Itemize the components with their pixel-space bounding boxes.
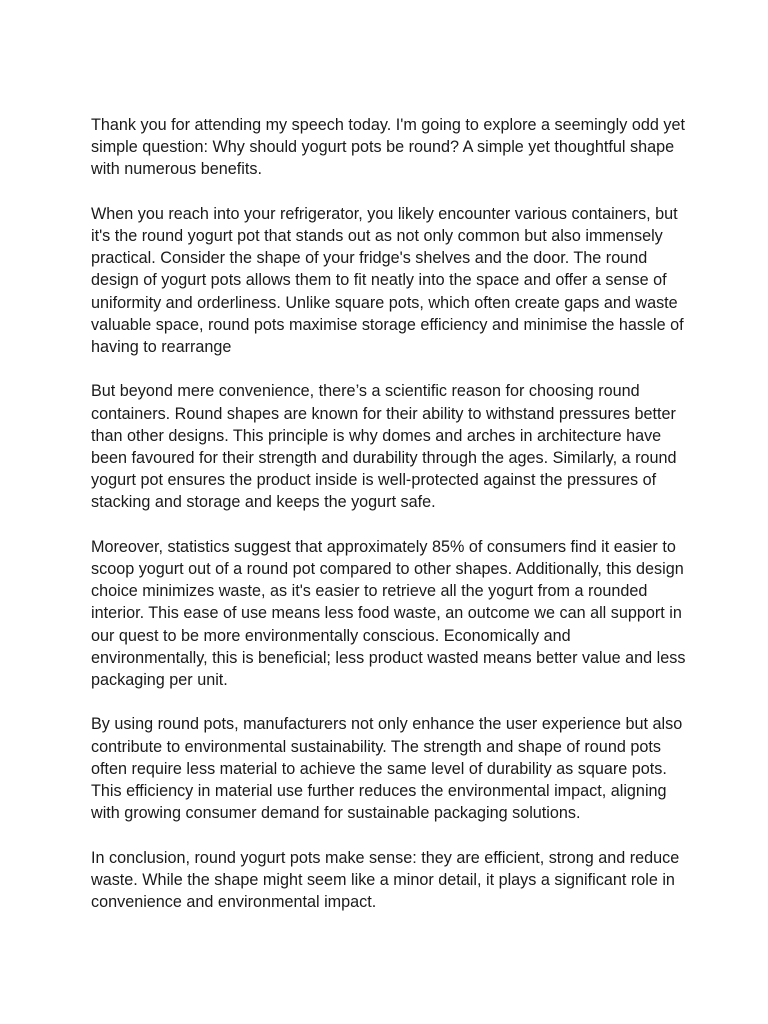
paragraph-intro: Thank you for attending my speech today. I'm going to explore a seemingly odd yet simple question: Why should yogurt pots be round? A simple yet thoughtful shape with numerous benefits.	[91, 116, 685, 179]
paragraph-conclusion: In conclusion, round yogurt pots make sense: they are efficient, strong and reduce waste. While the shape might seem like a minor detail, it plays a significant role in convenience and environmental impact.	[91, 848, 680, 912]
paragraph-refrigerator: When you reach into your refrigerator, you likely encounter various containers, but it's the round yogurt pot that stands out as not only common but also immensely practical. Consider the shape of your fridge's shelves and the door. The round design of yogurt pots allows them to fit neatly into the space and offer a sense of uniformity and orderliness. Unlike square pots, which often create gaps and waste valuable space, round pots maximise storage efficiency and minimise the hassle of having to rearrange	[91, 204, 684, 357]
document-body	[91, 114, 691, 913]
paragraph-scientific-reason: But beyond mere convenience, there’s a scientific reason for choosing round containers. Round shapes are known for their ability to withstand pressures better than other designs. This principle is why domes and arches in architecture have been favoured for their strength and durability through the ages. Similarly, a round yogurt pot ensures the product inside is well-protected against the pressures of stacking and storage and keeps the yogurt safe.	[91, 382, 677, 512]
paragraph-sustainability: By using round pots, manufacturers not only enhance the user experience but also contribute to environmental sustainability. The strength and shape of round pots often require less material to achieve the same level of durability as square pots. This efficiency in material use further reduces the environmental impact, aligning with growing consumer demand for sustainable packaging solutions.	[91, 715, 683, 823]
paragraph-statistics: Moreover, statistics suggest that approximately 85% of consumers find it easier to scoop yogurt out of a round pot compared to other shapes. Additionally, this design choice minimizes waste, as it's easier to retrieve all the yogurt from a rounded interior. This ease of use means less food waste, an outcome we can all support in our quest to be more environmentally conscious. Economically and environmentally, this is beneficial; less product wasted means better value and less packaging per unit.	[91, 537, 686, 690]
